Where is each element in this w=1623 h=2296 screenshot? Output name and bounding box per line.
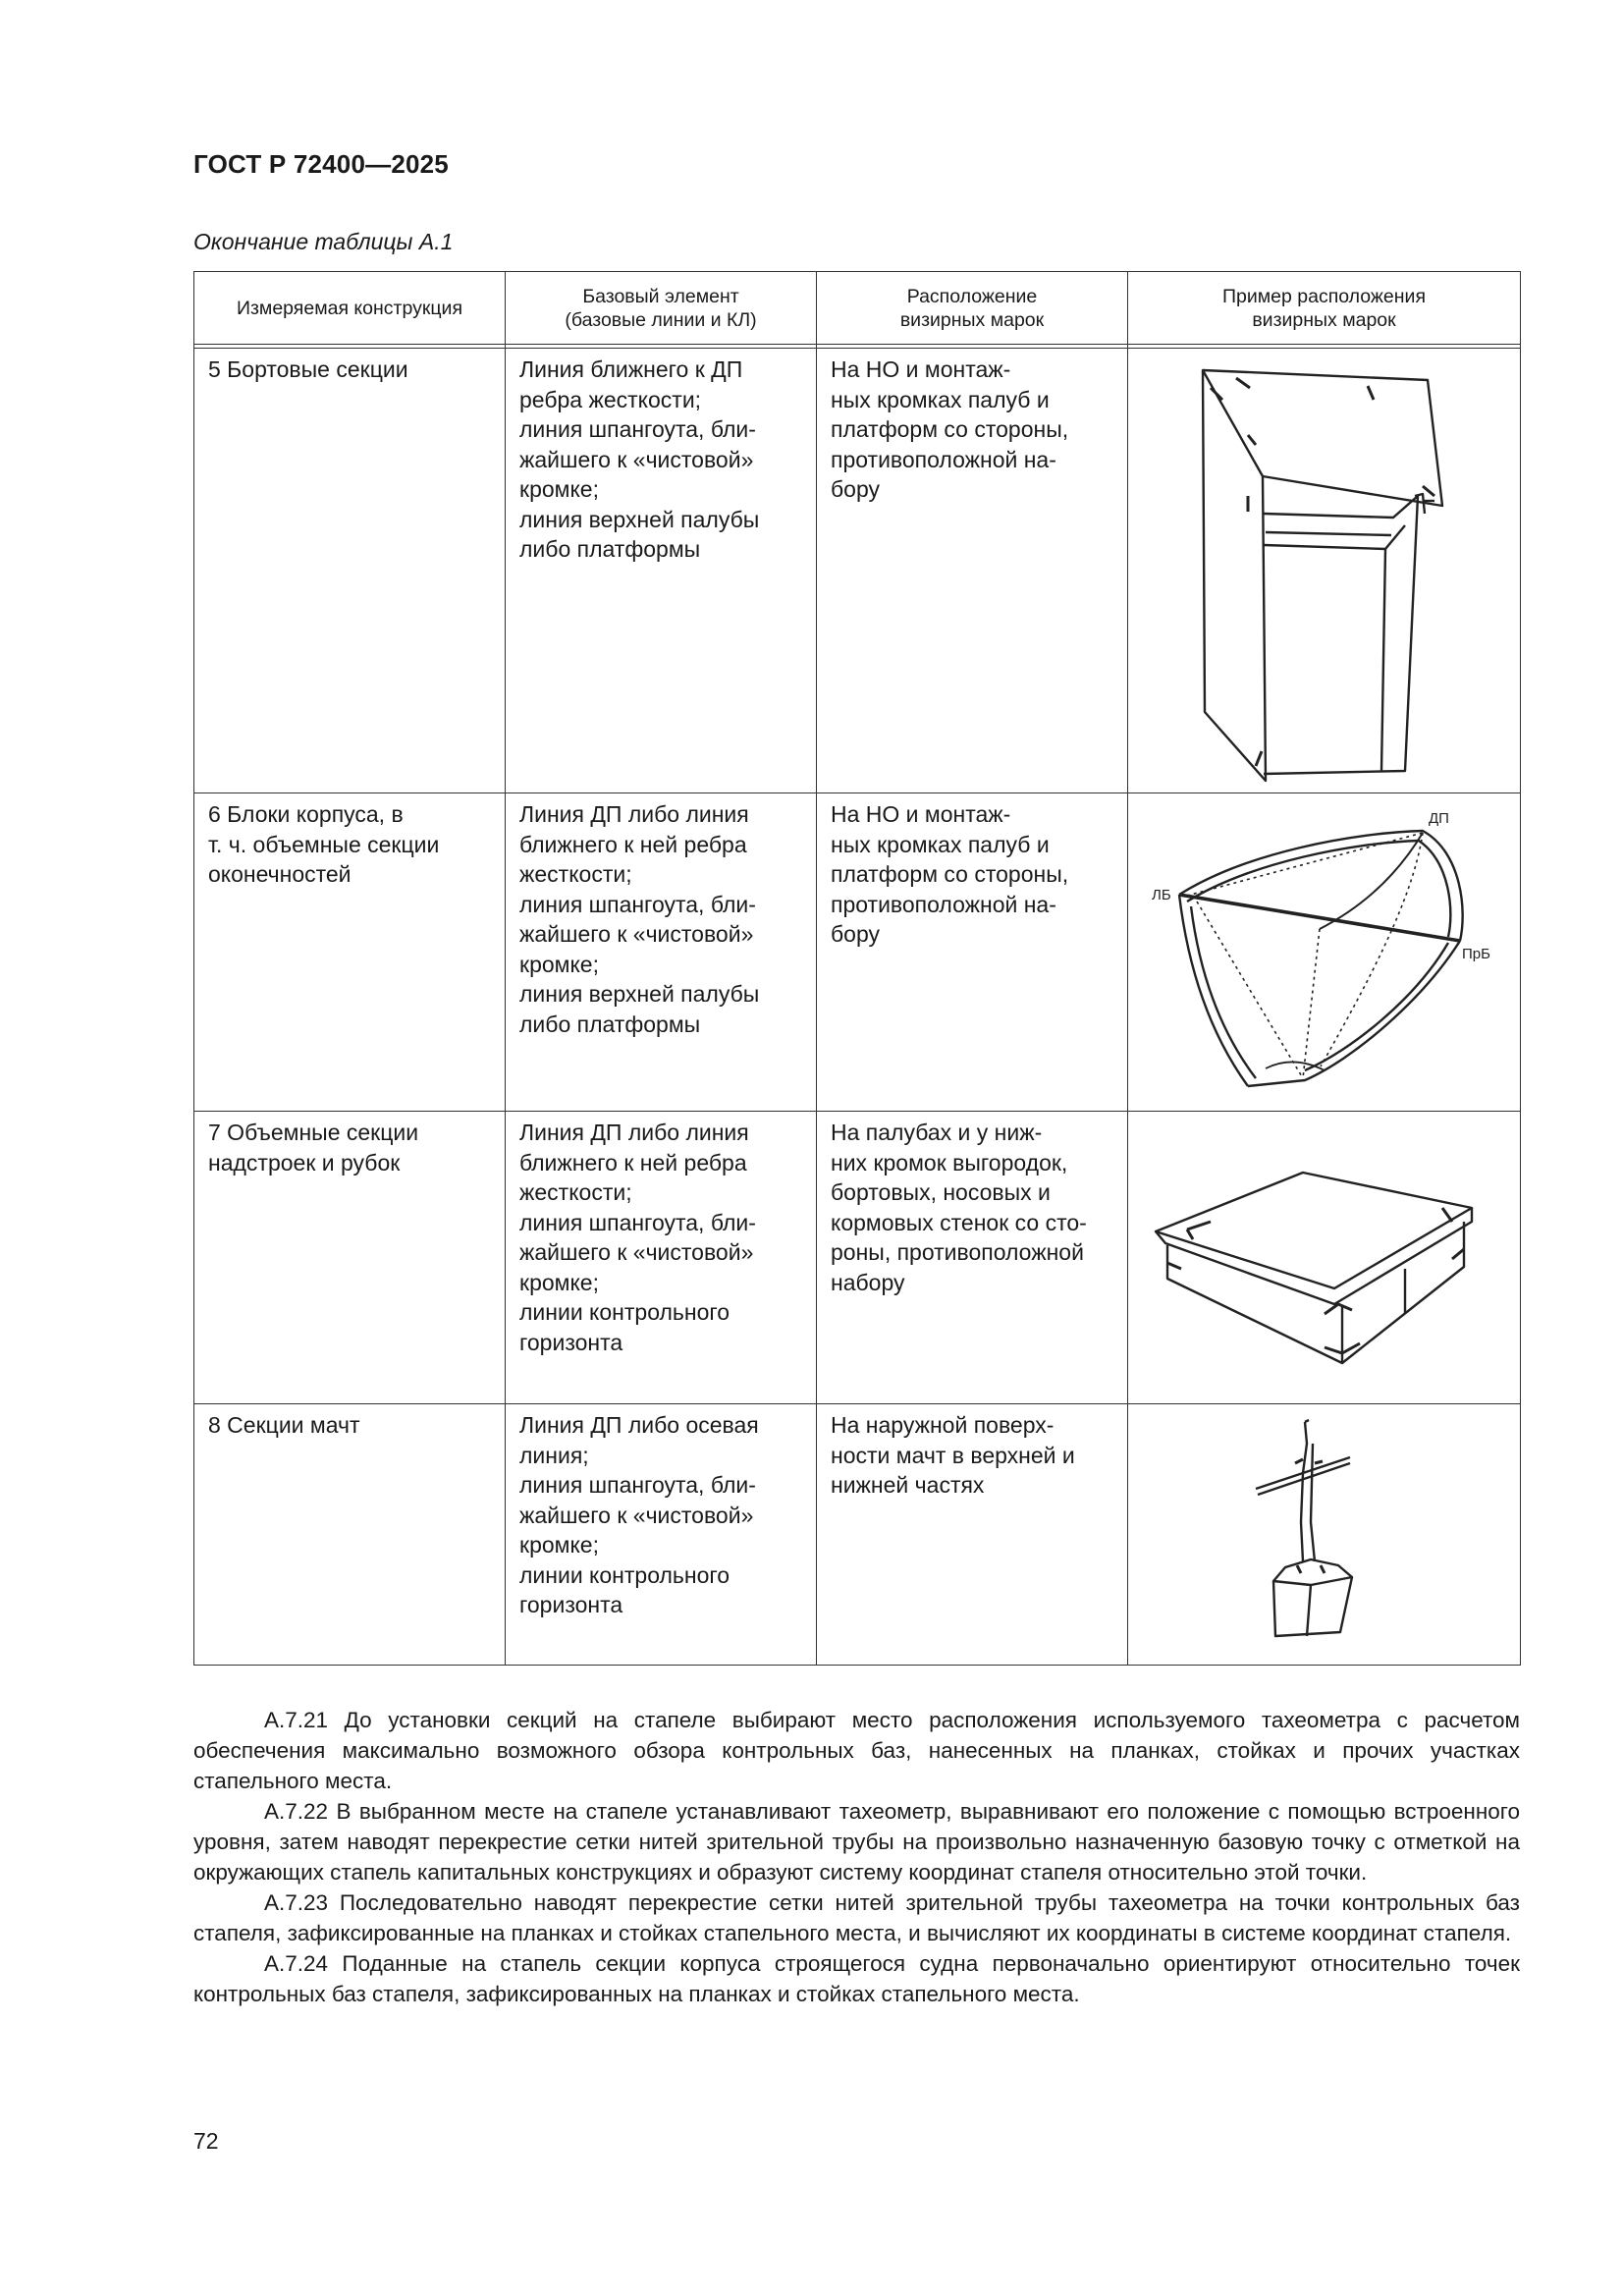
text-line: либо платформы	[519, 536, 701, 562]
document-code: ГОСТ Р 72400—2025	[193, 149, 449, 179]
text-line: 5 Бортовые секции	[208, 356, 408, 382]
text-line: линии контрольного	[519, 1561, 730, 1588]
text-line: линия верхней палубы	[519, 981, 760, 1007]
label-prb: ПрБ	[1462, 946, 1490, 962]
header-marks-example	[1128, 272, 1521, 345]
header-line: Измеряемая конструкция	[236, 297, 463, 319]
text-line: кромке;	[519, 1269, 599, 1295]
cell-marks-location	[817, 349, 1128, 793]
text-line: горизонта	[519, 1592, 623, 1617]
label-lb: ЛБ	[1152, 887, 1171, 903]
text-line: 7 Объемные секции	[208, 1120, 419, 1145]
text-line: На наружной поверх-	[831, 1412, 1055, 1438]
cell-base-element	[506, 1404, 817, 1666]
text-line: кормовых стенок со сто-	[831, 1209, 1087, 1235]
header-construction	[194, 272, 506, 345]
paragraph-a723: А.7.23 Последовательно наводят перекрестие сетки нитей зрительной трубы тахеометра на точки контрольных баз стапеля, зафиксированные на планках и стойках стапельного места, и вычисляют их координаты в системе координат стапеля.	[193, 1890, 1520, 1945]
text-line: Линия ДП либо осевая	[519, 1412, 759, 1438]
text-line: линия шпангоута, бли-	[519, 1472, 756, 1498]
cell-figure	[1128, 349, 1521, 793]
table-a1	[193, 271, 1521, 1666]
text-line: ребра жесткости;	[519, 386, 702, 412]
text-line: противоположной на-	[831, 446, 1056, 472]
cell-base-element	[506, 349, 817, 793]
text-line: бору	[831, 476, 880, 502]
body-paragraphs	[193, 1705, 1520, 2009]
header-base-element	[506, 272, 817, 345]
text-line: набору	[831, 1269, 905, 1295]
text-line: противоположной на-	[831, 891, 1056, 917]
cell-marks-location	[817, 1404, 1128, 1666]
text-line: ных кромках палуб и	[831, 831, 1050, 857]
cell-construction	[194, 349, 506, 793]
text-line: либо платформы	[519, 1011, 701, 1037]
page-number: 72	[193, 2128, 219, 2154]
text-line: жайшего к «чистовой»	[519, 921, 754, 947]
superstructure-figure	[1128, 1112, 1521, 1404]
text-line: бору	[831, 921, 880, 947]
text-line: жесткости;	[519, 861, 632, 887]
text-line: надстроек и рубок	[208, 1149, 401, 1175]
text-line: На НО и монтаж-	[831, 801, 1011, 827]
text-line: платформ со стороны,	[831, 861, 1069, 887]
text-line: роны, противоположной	[831, 1239, 1084, 1265]
cell-figure	[1128, 1404, 1521, 1666]
cell-marks-location	[817, 793, 1128, 1112]
text-line: кромке;	[519, 476, 599, 502]
hull-block-figure	[1128, 793, 1521, 1112]
text-line: платформ со стороны,	[831, 416, 1069, 442]
text-line: линия шпангоута, бли-	[519, 1209, 756, 1235]
cell-figure	[1128, 1112, 1521, 1404]
text-line: линия верхней палубы	[519, 506, 760, 532]
text-line: кромке;	[519, 951, 599, 977]
text-line: оконечностей	[208, 861, 352, 887]
text-line: линия шпангоута, бли-	[519, 416, 756, 442]
text-line: жесткости;	[519, 1179, 632, 1205]
table-row	[194, 1404, 1521, 1666]
paragraph-a721: А.7.21 До установки секций на стапеле выбирают место расположения используемого тахеометра с расчетом обеспечения максимально возможного обзора контрольных баз, нанесенных на планках, стойках и прочих участках стапельного места.	[193, 1708, 1520, 1793]
header-line: Пример расположения	[1221, 285, 1427, 307]
text-line: т. ч. объемные секции	[208, 831, 440, 857]
text-line: На НО и монтаж-	[831, 356, 1011, 382]
table-header-row	[194, 272, 1521, 345]
mast-figure	[1128, 1404, 1521, 1666]
text-line: На палубах и у ниж-	[831, 1120, 1043, 1145]
text-line: ных кромках палуб и	[831, 386, 1050, 412]
table-row	[194, 1112, 1521, 1404]
cell-construction	[194, 1404, 506, 1666]
header-line: визирных марок	[1252, 308, 1396, 331]
table-row	[194, 349, 1521, 793]
cell-figure	[1128, 793, 1521, 1112]
header-line: Базовый элемент	[582, 285, 739, 307]
text-line: ближнего к ней ребра	[519, 831, 747, 857]
text-line: Линия ближнего к ДП	[519, 356, 743, 382]
table-caption: Окончание таблицы А.1	[193, 229, 454, 254]
text-line: 6 Блоки корпуса, в	[208, 801, 404, 827]
text-line: 8 Секции мачт	[208, 1412, 360, 1438]
header-marks-location	[817, 272, 1128, 345]
table-row	[194, 793, 1521, 1112]
text-line: бортовых, носовых и	[831, 1179, 1051, 1205]
text-line: них кромок выгородок,	[831, 1149, 1068, 1175]
text-line: Линия ДП либо линия	[519, 1120, 749, 1145]
text-line: линия шпангоута, бли-	[519, 891, 756, 917]
text-line: жайшего к «чистовой»	[519, 1502, 754, 1528]
text-line: линии контрольного	[519, 1299, 730, 1325]
text-line: жайшего к «чистовой»	[519, 446, 754, 472]
header-line: (базовые линии и КЛ)	[565, 308, 757, 331]
side-section-figure	[1128, 349, 1521, 793]
cell-construction	[194, 793, 506, 1112]
header-line: Расположение	[906, 285, 1038, 307]
text-line: ближнего к ней ребра	[519, 1149, 747, 1175]
text-line: кромке;	[519, 1532, 599, 1558]
text-line: ности мачт в верхней и	[831, 1442, 1075, 1468]
text-line: Линия ДП либо линия	[519, 801, 749, 827]
text-line: горизонта	[519, 1329, 623, 1355]
cell-construction	[194, 1112, 506, 1404]
label-dp: ДП	[1429, 810, 1449, 827]
cell-base-element	[506, 793, 817, 1112]
paragraph-a724: А.7.24 Поданные на стапель секции корпуса строящегося судна первоначально ориентируют относительно точек контрольных баз стапеля, зафиксированных на планках и стойках стапельного места.	[193, 1951, 1520, 2006]
header-line: визирных марок	[899, 308, 1045, 331]
cell-marks-location	[817, 1112, 1128, 1404]
paragraph-a722: А.7.22 В выбранном месте на стапеле устанавливают тахеометр, выравнивают его положение с помощью встроенного уровня, затем наводят перекрестие сетки нитей зрительной трубы на произвольно назначенную базовую точку с отметкой на окружающих стапель капитальных конструкциях и образуют систему координат стапеля относительно этой точки.	[193, 1799, 1520, 1885]
text-line: нижней частях	[831, 1472, 985, 1498]
text-line: линия;	[519, 1442, 589, 1468]
cell-base-element	[506, 1112, 817, 1404]
text-line: жайшего к «чистовой»	[519, 1239, 754, 1265]
